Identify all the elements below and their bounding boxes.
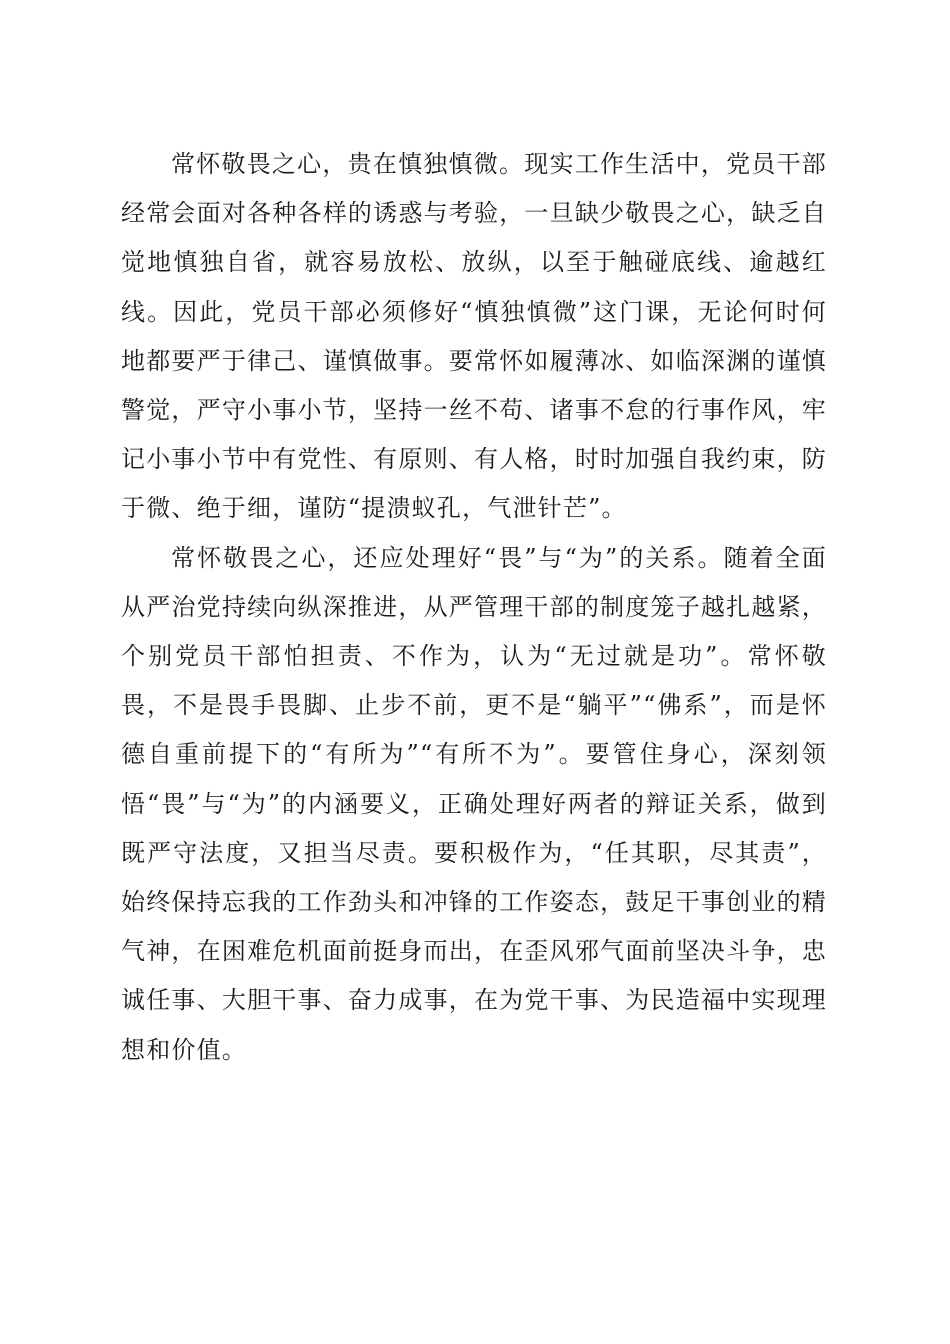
paragraph-2: 常怀敬畏之心，还应处理好“畏”与“为”的关系。随着全面从严治党持续向纵深推进，从严管理干部的制度笼子越扎越紧，个别党员干部怕担责、不作为，认为“无过就是功”。常怀敬畏，不是畏手畏脚、止步不前，更不是“躺平”“佛系”，而是怀德自重前提下的“有所为”“有所不为”。要管住身心，深刻领悟“畏”与“为”的内涵要义，正确处理好两者的辩证关系，做到既严守法度，又担当尽责。要积极作为，“任其职，尽其责”，始终保持忘我的工作劲头和冲锋的工作姿态，鼓足干事创业的精气神，在困难危机面前挺身而出，在歪风邪气面前坚决斗争，忠诚任事、大胆干事、奋力成事，在为党干事、为民造福中实现理想和价值。	[121, 543, 827, 1064]
document-body	[121, 140, 827, 1075]
paragraph-1: 常怀敬畏之心，贵在慎独慎微。现实工作生活中，党员干部经常会面对各种各样的诱惑与考验，一旦缺少敬畏之心，缺乏自觉地慎独自省，就容易放松、放纵，以至于触碰底线、逾越红线。因此，党员干部必须修好“慎独慎微”这门课，无论何时何地都要严于律己、谨慎做事。要常怀如履薄冰、如临深渊的谨慎警觉，严守小事小节，坚持一丝不苟、诸事不怠的行事作风，牢记小事小节中有党性、有原则、有人格，时时加强自我约束，防于微、绝于细，谨防“提溃蚁孔，气泄针芒”。	[121, 150, 827, 523]
